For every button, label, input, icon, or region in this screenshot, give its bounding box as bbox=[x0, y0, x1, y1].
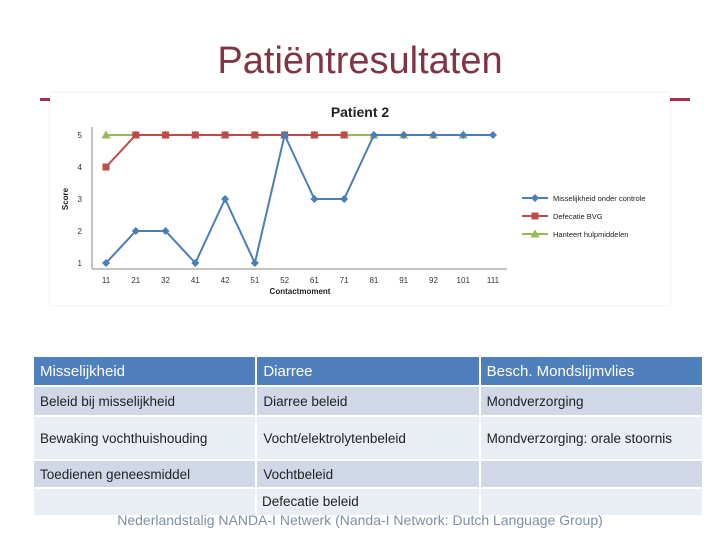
x-tick-label: 81 bbox=[369, 276, 379, 285]
x-tick-label: 111 bbox=[486, 276, 500, 285]
data-point-1 bbox=[132, 132, 139, 139]
legend-marker bbox=[531, 194, 539, 202]
table-header-row bbox=[33, 356, 703, 386]
y-tick-label: 3 bbox=[77, 195, 82, 204]
legend-label: Defecatie BVG bbox=[553, 212, 603, 221]
table-row bbox=[33, 386, 703, 416]
data-point-1 bbox=[222, 132, 229, 139]
y-tick-label: 5 bbox=[77, 131, 82, 140]
table-cell: Vochtbeleid bbox=[256, 460, 479, 488]
table-cell: Diarree beleid bbox=[256, 386, 479, 416]
table-row bbox=[33, 460, 703, 488]
series-line-0 bbox=[106, 135, 493, 263]
table-cell: Vocht/elektrolytenbeleid bbox=[256, 416, 479, 460]
table-cell: Beleid bij misselijkheid bbox=[33, 386, 256, 416]
x-tick-label: 21 bbox=[131, 276, 141, 285]
data-point-1 bbox=[341, 132, 348, 139]
data-point-1 bbox=[311, 132, 318, 139]
x-tick-label: 42 bbox=[220, 276, 230, 285]
x-tick-label: 61 bbox=[309, 276, 319, 285]
slide-footer: Nederlandstalig NANDA-I Netwerk (Nanda-I Network: Dutch Language Group) bbox=[117, 512, 603, 528]
table-cell-defectatie: Defecatie beleid bbox=[262, 494, 359, 509]
x-tick-label: 91 bbox=[399, 276, 409, 285]
data-point-1 bbox=[192, 132, 199, 139]
chart-panel bbox=[50, 93, 670, 305]
x-tick-label: 71 bbox=[339, 276, 349, 285]
legend-label: Misselijkheid onder controle bbox=[553, 194, 646, 203]
header-cell: Misselijkheid bbox=[33, 356, 256, 386]
table-row bbox=[33, 416, 703, 460]
x-tick-label: 92 bbox=[429, 276, 438, 285]
chart-title: Patient 2 bbox=[330, 104, 390, 120]
legend-marker bbox=[532, 213, 539, 220]
table-cell: Bewaking vochthuishouding bbox=[33, 416, 256, 460]
data-point-1 bbox=[251, 132, 258, 139]
data-point-0 bbox=[489, 131, 497, 139]
table-cell: Mondverzorging: orale stoornis bbox=[480, 416, 703, 460]
legend-label: Hanteert hulpmiddelen bbox=[553, 230, 629, 239]
x-tick-label: 32 bbox=[161, 276, 170, 285]
header-cell: Diarree bbox=[256, 356, 479, 386]
series-line-1 bbox=[106, 135, 344, 167]
intervention-table bbox=[32, 355, 704, 517]
x-tick-label: 52 bbox=[280, 276, 290, 285]
data-point-0 bbox=[221, 195, 229, 203]
data-point-0 bbox=[310, 195, 318, 203]
data-point-0 bbox=[340, 195, 348, 203]
table-cell: Toedienen geneesmiddel bbox=[33, 460, 256, 488]
header-cell: Besch. Mondslijmvlies bbox=[480, 356, 703, 386]
table-cell bbox=[480, 460, 703, 488]
data-point-0 bbox=[251, 259, 259, 267]
data-point-1 bbox=[103, 164, 110, 171]
x-tick-label: 11 bbox=[101, 276, 111, 285]
data-point-1 bbox=[162, 132, 169, 139]
slide-title: Patiëntresultaten bbox=[217, 40, 503, 82]
table-cell: Mondverzorging bbox=[480, 386, 703, 416]
x-tick-label: 41 bbox=[190, 276, 200, 285]
x-tick-label: 101 bbox=[456, 276, 470, 285]
x-axis-label: Contactmoment bbox=[269, 287, 331, 296]
line-chart bbox=[50, 93, 670, 305]
y-tick-label: 4 bbox=[77, 163, 82, 172]
y-tick-label: 1 bbox=[77, 259, 82, 268]
y-axis-label: Score bbox=[61, 187, 70, 211]
y-tick-label: 2 bbox=[77, 227, 82, 236]
x-tick-label: 51 bbox=[250, 276, 260, 285]
